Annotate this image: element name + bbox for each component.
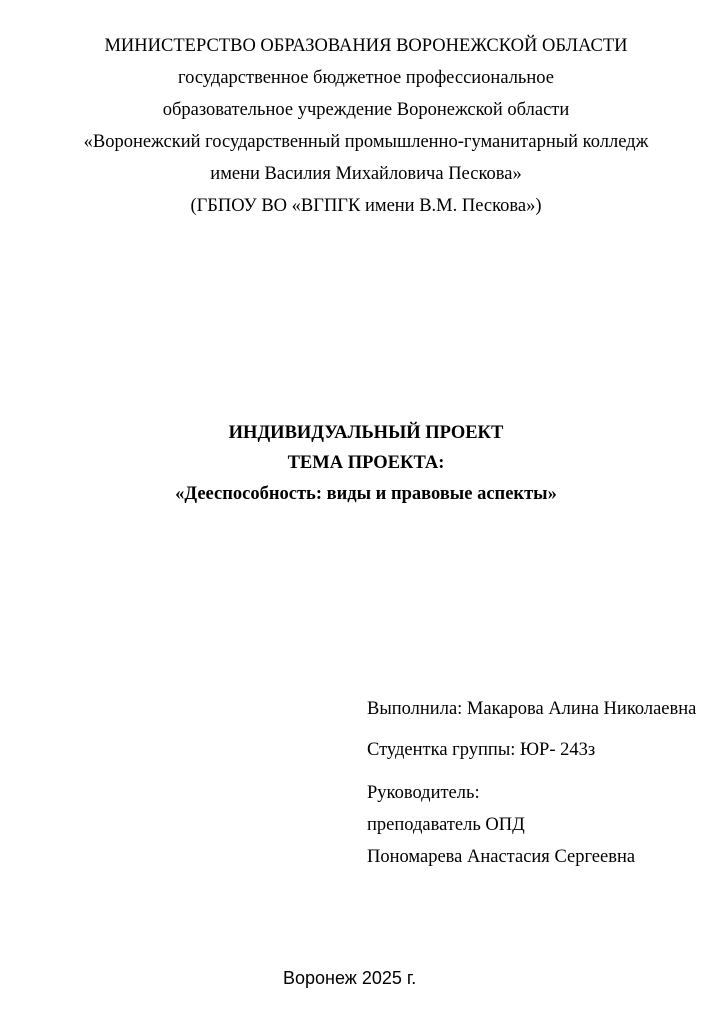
- institution-type-line-2: образовательное учреждение Воронежской области: [162, 100, 570, 120]
- college-name-line-2: имени Василия Михайловича Пескова»: [210, 164, 522, 184]
- supervisor-label: Руководитель:: [367, 783, 480, 803]
- student-group: Студентка группы: ЮР- 243з: [367, 740, 596, 760]
- document-type: ИНДИВИДУАЛЬНЫЙ ПРОЕКТ: [228, 423, 504, 443]
- supervisor-position: преподаватель ОПД: [367, 815, 525, 835]
- supervisor-name: Пономарева Анастасия Сергеевна: [367, 847, 636, 867]
- city-year: Воронеж 2025 г.: [283, 968, 417, 988]
- ministry-line: МИНИСТЕРСТВО ОБРАЗОВАНИЯ ВОРОНЕЖСКОЙ ОБЛАСТИ: [104, 36, 628, 56]
- project-topic: «Дееспособность: виды и правовые аспекты»: [175, 484, 557, 504]
- college-abbreviation: (ГБПОУ ВО «ВГПГК имени В.М. Пескова»): [190, 196, 542, 216]
- topic-label: ТЕМА ПРОЕКТА:: [287, 453, 445, 473]
- institution-type-line: государственное бюджетное профессиональное: [178, 68, 554, 88]
- performed-by: Выполнила: Макарова Алина Николаевна: [367, 699, 697, 719]
- college-name-line: «Воронежский государственный промышленно-гуманитарный колледж: [83, 132, 649, 152]
